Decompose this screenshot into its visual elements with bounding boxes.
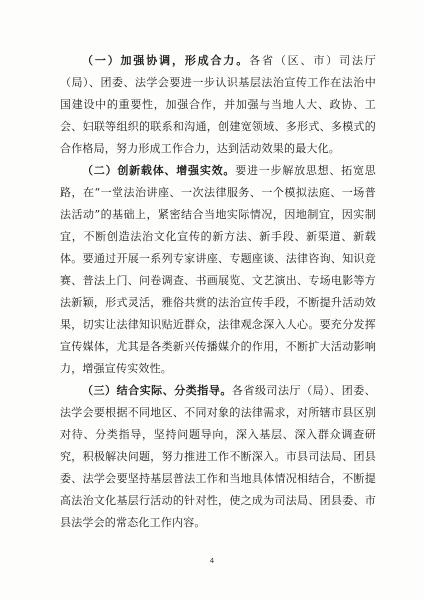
paragraph-heading: （三）结合实际、分类指导。 xyxy=(82,384,232,397)
paragraph-text: 各省（区、市）司法厅（局）、团委、法学会要进一步认识基层法治宣传工作在法治中国建设中的重要性，加强合作，并加强与当地人大、政协、工会、妇联等组织的联系和沟通，创建宽领域、多形式、多模式的合作格局，努力形成工作合力，达到活动效果的最大化。 xyxy=(60,54,376,155)
paragraph-coordination xyxy=(60,50,376,160)
paragraph-text: 各省级司法厅（局）、团委、法学会要根据不同地区、不同对象的法律需求，对所辖市县区别对待、分类指导，坚持问题导向，深入基层、深入群众调查研究，积极解决问题，努力推进工作不断深入。市县司法局、团县委、法学会要坚持基层普法工作和当地具体情况相结合，不断提高法治文化基层行活动的针对性，使之成为司法局、团县委、市县法学会的常态化工作内容。 xyxy=(60,384,376,529)
paragraph-heading: （二）创新载体、增强实效。 xyxy=(82,164,236,177)
page-number: 4 xyxy=(209,557,215,565)
paragraph-text: 要进一步解放思想、拓宽思路，在“一堂法治讲座、一次法律服务、一个模拟法庭、一场普法活动”的基础上，紧密结合当地实际情况，因地制宜，因实制宜，不断创造法治文化宣传的新方法、新手段、新渠道、新载体。要通过开展一系列专家讲座、专题座谈、法律咨询、知识竞赛、普法上门、问卷调查、书画展览、文艺演出、专场电影等方法新颖，形式灵活，雅俗共赏的法治宣传手段，不断提升活动效果，切实让法律知识贴近群众，法律观念深入人心。要充分发挥宣传媒体，尤其是各类新兴传播媒介的作用，不断扩大活动影响力，增强宣传实效性。 xyxy=(60,164,376,375)
paragraph-heading: （一）加强协调，形成合力。 xyxy=(82,54,250,67)
paragraph-innovation xyxy=(60,160,376,380)
paragraph-guidance xyxy=(60,380,376,534)
document-body xyxy=(60,50,376,534)
